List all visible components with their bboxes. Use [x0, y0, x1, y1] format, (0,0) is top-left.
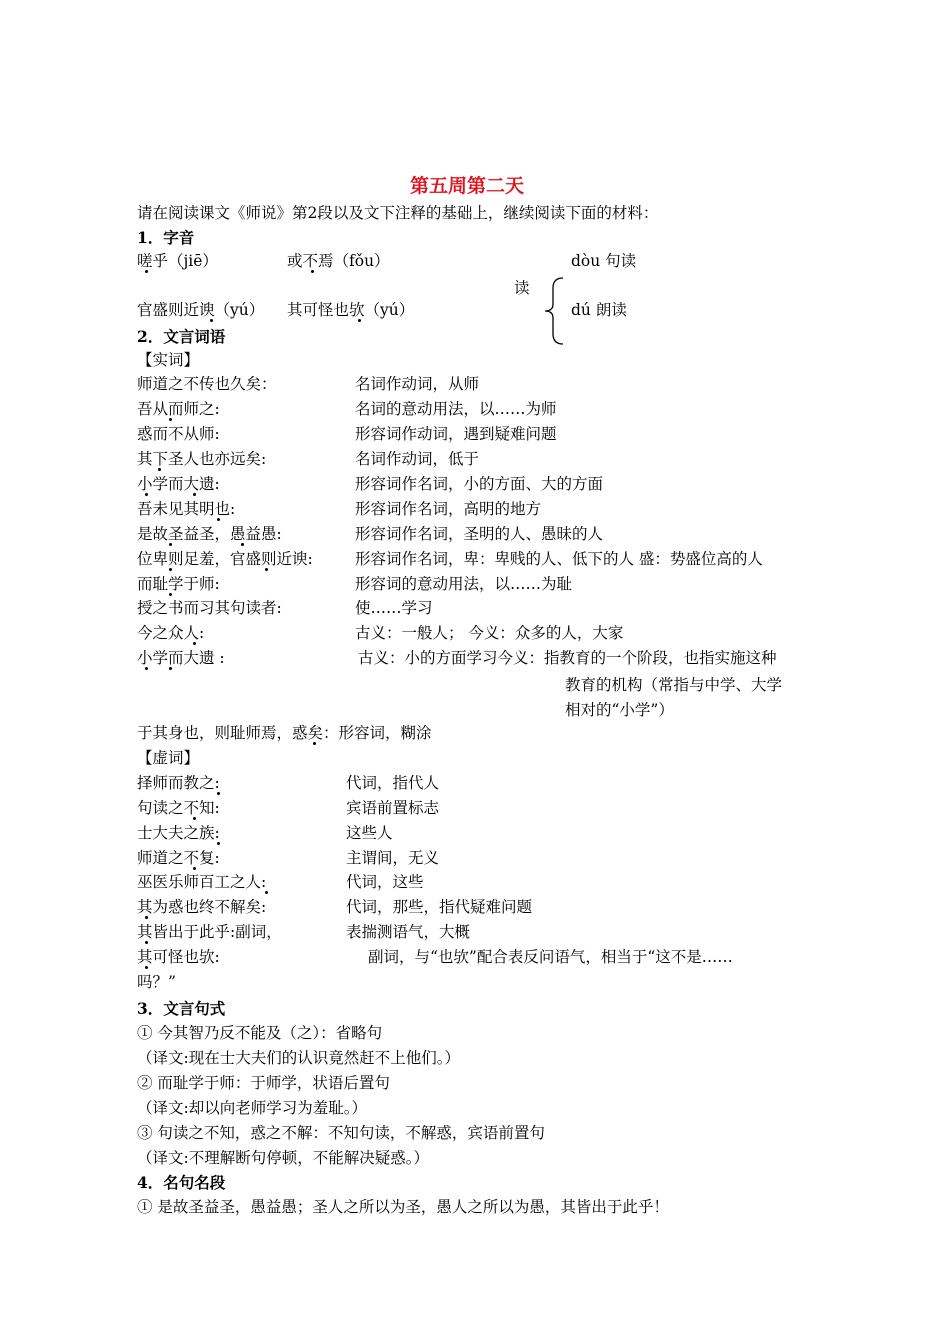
emphasis-dot: [193, 817, 196, 820]
shici-word: 今之众人:: [137, 624, 205, 642]
shici-meaning: 形容词作名词，小的方面、大的方面: [355, 475, 604, 493]
emphasis-dot: [145, 966, 148, 969]
shici-word: 授之书而习其句读者:: [137, 599, 282, 617]
emphasis-dot: [311, 270, 314, 273]
emphasis-dot: [217, 792, 220, 795]
emphasis-dot: [193, 867, 196, 870]
xuci-word: 择师而教之:: [137, 774, 220, 792]
xuci-meaning: 代词，指代人: [346, 774, 440, 792]
shici-meaning: 古义：小的方面学习今义：指教育的一个阶段，也指实施这种: [358, 649, 777, 667]
emphasis-dot: [241, 543, 244, 546]
shici-meaning: 古义：一般人； 今义：众多的人，大家: [355, 624, 624, 642]
section-1-heading: 1．字音: [137, 228, 195, 247]
xuci-word: 句读之不知:: [137, 799, 220, 817]
xuci-meaning: 主谓间，无义: [346, 849, 440, 867]
section-2-heading: 2．文言词语: [137, 327, 226, 346]
emphasis-dot: [145, 270, 148, 273]
xuci-word: 巫医乐师百工之人:: [137, 873, 267, 891]
shici-word: 小学而大遗 :: [137, 649, 225, 667]
xuci-word: 其皆出于此乎:副词，: [137, 923, 282, 941]
emphasis-dot: [158, 468, 161, 471]
xuci-meaning: 代词，那些，指代疑难问题: [346, 898, 533, 916]
shici-meaning-continued: 教育的机构（常指与中学、大学: [565, 676, 783, 694]
xuci-meaning: 代词，这些: [346, 873, 424, 891]
shici-meaning: 形容词作动词，遇到疑难问题: [355, 425, 557, 443]
shici-extra: 于其身也，则耻师焉，惑矣：形容词，糊涂: [137, 724, 432, 742]
emphasis-dot: [210, 319, 213, 322]
xuci-meaning-continued: 吗？”: [137, 973, 176, 991]
shici-word: 小学而大遗:: [137, 475, 220, 493]
shici-meaning: 形容词作名词，高明的地方: [355, 500, 542, 518]
shici-meaning: 名词作动词，低于: [355, 450, 480, 468]
shici-word: 吾从而师之:: [137, 400, 220, 418]
xuci-word: 其可怪也欤:: [137, 948, 220, 966]
shici-word: 师道之不传也久矣：: [137, 375, 277, 393]
emphasis-dot: [265, 891, 268, 894]
sentence-pattern-line: ③ 句读之不知，惑之不解：不知句读，不解惑，宾语前置句: [137, 1124, 545, 1142]
du-character: 读: [514, 279, 530, 297]
section-3-heading: 3．文言句式: [137, 999, 226, 1018]
sentence-pattern-line: ① 今其智乃反不能及（之）：省略句: [137, 1024, 383, 1042]
du-reading-1: dòu 句读: [571, 252, 637, 270]
emphasis-dot: [169, 543, 172, 546]
shici-word: 吾未见其明也:: [137, 500, 236, 518]
emphasis-dot: [169, 568, 172, 571]
xuci-meaning: 宾语前置标志: [346, 799, 440, 817]
emphasis-dot: [145, 941, 148, 944]
pronunciation-item: 官盛则近谀（yú）: [137, 301, 265, 319]
emphasis-dot: [145, 493, 148, 496]
emphasis-dot: [193, 642, 196, 645]
pronunciation-item: 或不焉（fǒu）: [287, 252, 390, 270]
emphasis-dot: [217, 842, 220, 845]
pronunciation-item: 其可怪也欤（yú）: [287, 301, 415, 319]
page-title: 第五周第二天: [410, 175, 525, 197]
sentence-pattern-line: ② 而耻学于师：于师学，状语后置句: [137, 1074, 390, 1092]
xuci-word: 士大夫之族:: [137, 824, 220, 842]
du-reading-2: dú 朗读: [571, 301, 627, 319]
emphasis-dot: [145, 916, 148, 919]
xuci-label: 【虚词】: [137, 749, 200, 767]
xuci-meaning: 表揣测语气，大概: [346, 923, 471, 941]
emphasis-dot: [265, 568, 268, 571]
brace-icon: [541, 276, 567, 346]
emphasis-dot: [169, 593, 172, 596]
shici-word: 而耻学于师:: [137, 575, 220, 593]
xuci-meaning: 这些人: [346, 824, 393, 842]
shici-meaning: 名词的意动用法，以……为师: [355, 400, 557, 418]
shici-meaning: 使……学习: [355, 599, 433, 617]
shici-word: 惑而不从师:: [137, 425, 220, 443]
xuci-word: 其为惑也终不解矣:: [137, 898, 267, 916]
shici-word: 是故圣益圣，愚益愚:: [137, 525, 282, 543]
shici-word: 其下圣人也亦远矣:: [137, 450, 267, 468]
shici-meaning: 形容词的意动用法，以……为耻: [355, 575, 573, 593]
famous-quote-line: ① 是故圣益圣，愚益愚；圣人之所以为圣，愚人之所以为愚，其皆出于此乎！: [137, 1198, 669, 1216]
sentence-pattern-line: （译文:现在士大夫们的认识竟然赶不上他们。）: [137, 1049, 460, 1067]
intro-text: 请在阅读课文《师说》第2段以及文下注释的基础上，继续阅读下面的材料：: [137, 204, 659, 222]
shici-meaning-continued: 相对的“小学”）: [565, 701, 674, 719]
xuci-meaning: 副词，与“也欤”配合表反问语气，相当于“这不是……: [368, 948, 733, 966]
shici-label: 【实词】: [137, 351, 200, 369]
emphasis-dot: [145, 667, 148, 670]
shici-meaning: 形容词作名词，卑：卑贱的人、低下的人 盛：势盛位高的人: [355, 550, 763, 568]
emphasis-dot: [217, 518, 220, 521]
xuci-word: 师道之不复:: [137, 849, 220, 867]
shici-meaning: 形容词作名词，圣明的人、愚昧的人: [355, 525, 604, 543]
pronunciation-item: 嗟乎（jiē）: [137, 252, 218, 270]
emphasis-dot: [313, 742, 316, 745]
emphasis-dot: [358, 319, 361, 322]
section-4-heading: 4．名句名段: [137, 1173, 226, 1192]
shici-meaning: 名词作动词，从师: [355, 375, 480, 393]
emphasis-dot: [169, 418, 172, 421]
shici-word: 位卑则足羞，官盛则近谀:: [137, 550, 313, 568]
sentence-pattern-line: （译文:却以向老师学习为羞耻。）: [137, 1099, 367, 1117]
emphasis-dot: [169, 667, 172, 670]
emphasis-dot: [193, 493, 196, 496]
sentence-pattern-line: （译文:不理解断句停顿，不能解决疑惑。）: [137, 1149, 429, 1167]
